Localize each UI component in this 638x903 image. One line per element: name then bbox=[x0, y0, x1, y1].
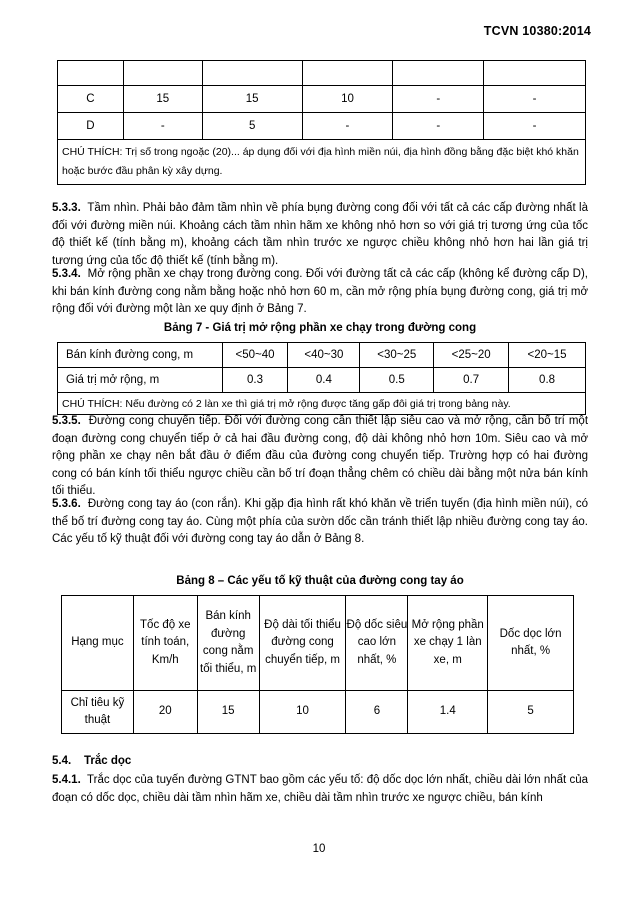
table-cell: D bbox=[58, 113, 124, 140]
paragraph-5-3-4 bbox=[52, 266, 588, 319]
table-row bbox=[58, 113, 586, 140]
section-number: 5.3.4. bbox=[52, 268, 81, 280]
table-note: CHÚ THÍCH: Nếu đường có 2 làn xe thì giá trị mở rộng được tăng gấp đôi giá trị trong bảng này. bbox=[58, 393, 586, 415]
column-header: Dốc dọc lớn nhất, % bbox=[488, 596, 574, 691]
paragraph-5-3-6 bbox=[52, 496, 588, 549]
column-header: Mở rộng phần xe chạy 1 làn xe, m bbox=[408, 596, 488, 691]
table-row bbox=[58, 61, 586, 86]
table8 bbox=[61, 595, 574, 734]
table-cell: 15 bbox=[123, 86, 202, 113]
section-number: 5.4.1. bbox=[52, 774, 81, 786]
table-cell: - bbox=[123, 113, 202, 140]
paragraph-5-4-1 bbox=[52, 772, 588, 807]
paragraph-text: Trắc dọc của tuyến đường GTNT bao gồm các yếu tố: độ dốc dọc lớn nhất, chiều dài lớn nhất của đoạn có dốc dọc, chiều dài tầm nhìn hãm xe, chiều dài tầm nhìn trước xe ngược chiều, bán kính bbox=[52, 774, 588, 804]
table-cell: 0.3 bbox=[222, 368, 288, 393]
section-title: Trắc dọc bbox=[83, 755, 132, 767]
paragraph-text: Đường cong tay áo (con rắn). Khi gặp địa hình rất khó khăn về triển tuyến (địa hình miền núi), có thể bố trí đường cong tay áo. Cùng một phía của sườn dốc cần tránh thiết lập nhiều đường cong tay áo. Các yếu tố kỹ thuật đối với đường cong tay áo dẫn ở Bảng 8. bbox=[52, 498, 589, 545]
table-header-row bbox=[62, 596, 574, 691]
table-cell: 5 bbox=[202, 113, 302, 140]
table-cell: 6 bbox=[346, 691, 408, 734]
page-number: 10 bbox=[312, 843, 326, 855]
table-cell: <40~30 bbox=[288, 343, 360, 368]
paragraph-5-3-3 bbox=[52, 200, 588, 270]
table-note-row bbox=[58, 140, 586, 185]
table-cell: <25~20 bbox=[434, 343, 509, 368]
table-cell: <20~15 bbox=[509, 343, 586, 368]
table-cell: 0.8 bbox=[509, 368, 586, 393]
section-number: 5.3.6. bbox=[52, 498, 81, 510]
table-cell: <50~40 bbox=[222, 343, 288, 368]
table-row bbox=[58, 86, 586, 113]
column-header: Hạng mục bbox=[62, 596, 134, 691]
table-cell: 10 bbox=[302, 86, 393, 113]
column-header: Tốc độ xe tính toán, Km/h bbox=[133, 596, 197, 691]
section-number: 5.3.5. bbox=[52, 415, 81, 427]
table-cell: - bbox=[393, 113, 484, 140]
table8-caption: Bảng 8 – Các yếu tố kỹ thuật của đường cong tay áo bbox=[176, 575, 464, 587]
table7 bbox=[57, 342, 586, 415]
table-row bbox=[58, 343, 586, 368]
paragraph-text: Mở rộng phần xe chạy trong đường cong. Đối với đường tất cả các cấp (không kể đường cấp D), khi bán kính đường cong nằm bằng hoặc nhỏ hơn 60 m, cần mở rộng phía bụng đường cong, giá trị mở rộng đối với đường một làn xe quy định ở Bảng 7. bbox=[52, 268, 589, 315]
table-cell: - bbox=[484, 86, 586, 113]
row-label: Giá trị mở rộng, m bbox=[58, 368, 223, 393]
table-note-row bbox=[58, 393, 586, 415]
table-cell: - bbox=[484, 113, 586, 140]
table-cell: <30~25 bbox=[360, 343, 434, 368]
table7-caption: Bảng 7 - Giá trị mở rộng phần xe chạy trong đường cong bbox=[163, 322, 477, 334]
document-code: TCVN 10380:2014 bbox=[483, 24, 591, 38]
table-cell: 0.4 bbox=[288, 368, 360, 393]
table-note: CHÚ THÍCH: Trị số trong ngoặc (20)... áp dụng đối với địa hình miền núi, địa hình đồng bằng đặc biệt khó khăn hoặc bước đầu phân kỳ xây dựng. bbox=[58, 140, 586, 185]
table-cell: 15 bbox=[197, 691, 259, 734]
paragraph-5-3-5 bbox=[52, 413, 588, 501]
paragraph-text: Đường cong chuyển tiếp. Đối với đường cong cần thiết lập siêu cao và mở rộng, cần bố trí một đoạn đường cong chuyển tiếp ở cả hai đầu đường cong, độ dài không nhỏ hơn 10m. Siêu cao và mở rộng phần xe chạy nên bắt đầu ở điểm đầu của đường cong chuyển tiếp. Trường hợp có hai đường cong có bán kính tối thiểu ngược chiều cần bố trí đoạn thẳng chêm có chiều dài bằng một nửa bán kính tối thiểu. bbox=[52, 415, 589, 497]
section-number: 5.3.3. bbox=[52, 202, 81, 214]
table-cell: 15 bbox=[202, 86, 302, 113]
column-header: Độ dốc siêu cao lớn nhất, % bbox=[346, 596, 408, 691]
table-cell: C bbox=[58, 86, 124, 113]
table-cell: 20 bbox=[133, 691, 197, 734]
table-cell: - bbox=[302, 113, 393, 140]
row-label: Bán kính đường cong, m bbox=[58, 343, 223, 368]
section-heading-5-4 bbox=[52, 755, 131, 767]
section-number: 5.4. bbox=[52, 755, 72, 767]
table-row bbox=[62, 691, 574, 734]
paragraph-text: Tầm nhìn. Phải bảo đảm tầm nhìn về phía bụng đường cong đối với tất cả các cấp đường nhất là đối với đường miền núi. Khoảng cách tầm nhìn hãm xe không nhỏ hơn so với giá trị tương ứng của tốc độ thiết kế (tính bằng m), khoảng cách tầm nhìn trước xe ngược chiều không nhỏ hơn hai lần giá trị tương ứng của tốc độ thiết kế (tính bằng m). bbox=[52, 202, 588, 267]
table-cell: 0.7 bbox=[434, 368, 509, 393]
table-cell: 10 bbox=[259, 691, 346, 734]
table-row bbox=[58, 368, 586, 393]
table-cell: 5 bbox=[488, 691, 574, 734]
row-label: Chỉ tiêu kỹ thuật bbox=[62, 691, 134, 734]
table-cell: 0.5 bbox=[360, 368, 434, 393]
column-header: Bán kính đường cong nằm tối thiểu, m bbox=[197, 596, 259, 691]
continued-table bbox=[57, 60, 586, 185]
column-header: Độ dài tối thiểu đường cong chuyển tiếp, m bbox=[259, 596, 346, 691]
table-cell: - bbox=[393, 86, 484, 113]
table-cell: 1.4 bbox=[408, 691, 488, 734]
